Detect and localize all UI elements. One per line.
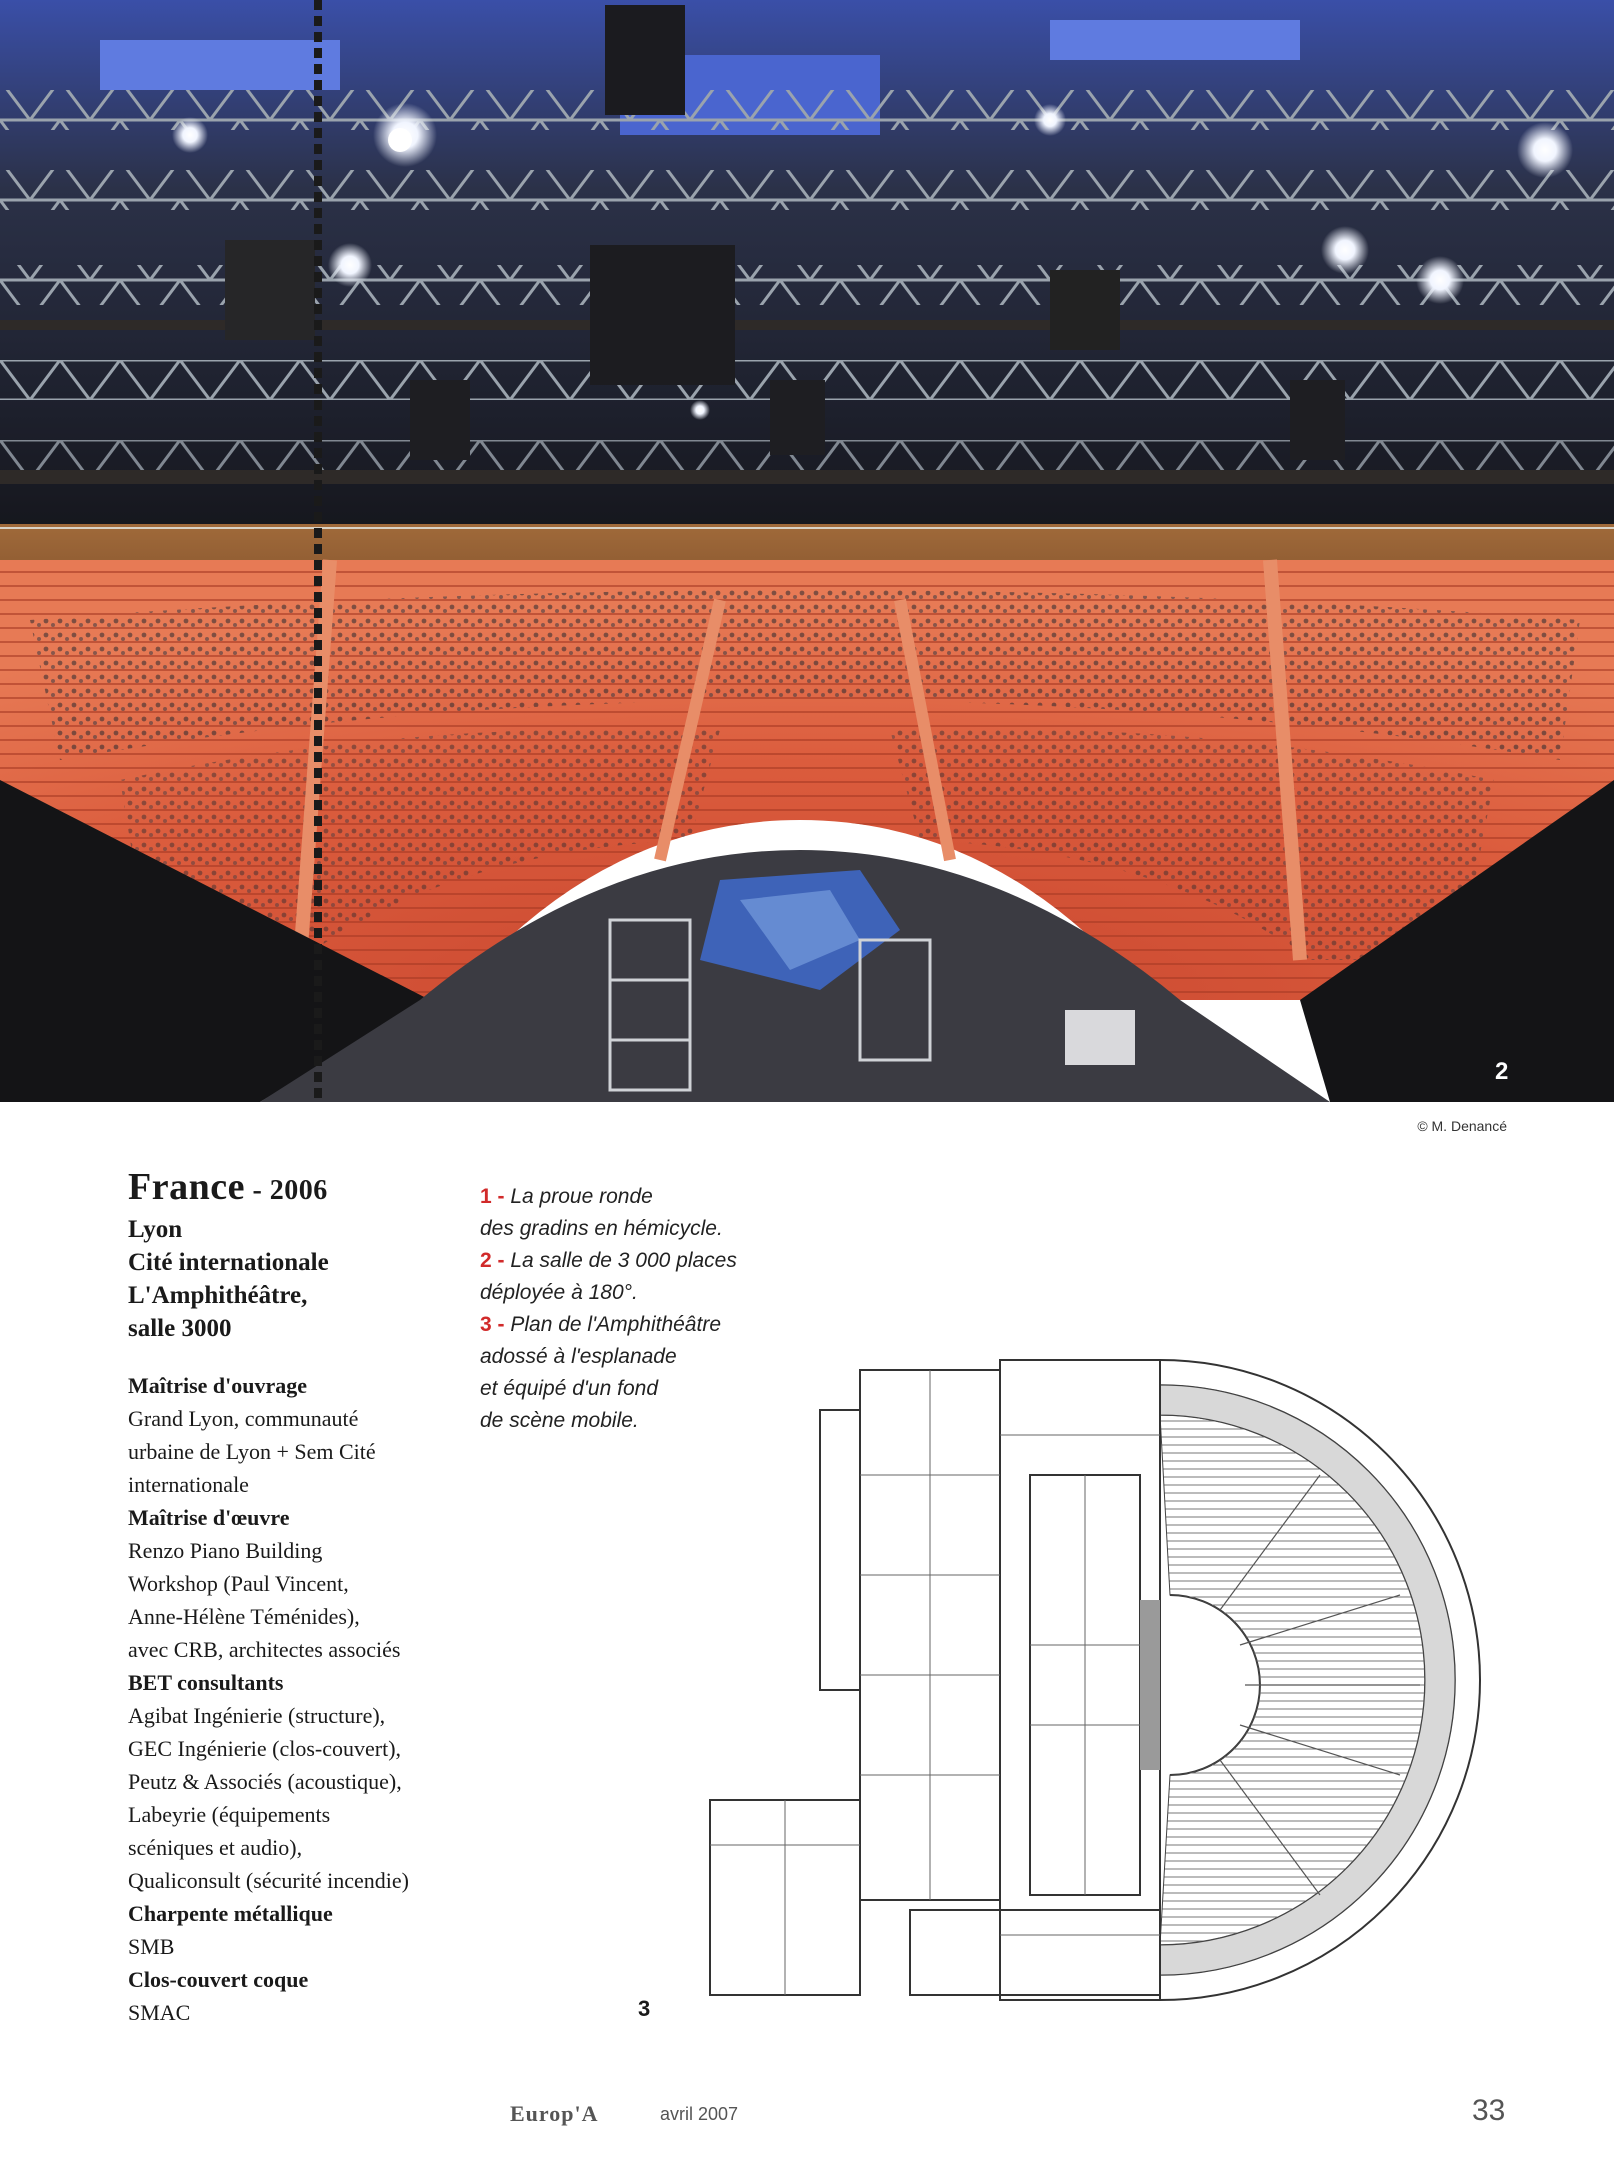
project-city: Lyon bbox=[128, 1216, 183, 1243]
project-name-line1: Cité internationale bbox=[128, 1249, 329, 1276]
caption-text: La proue ronde des gradins en hémicycle. bbox=[480, 1185, 723, 1240]
credits-list bbox=[128, 1369, 468, 2029]
credit-label: Maîtrise d'ouvrage bbox=[128, 1373, 308, 1398]
caption-number: 1 - bbox=[480, 1185, 505, 1208]
credit-label: Charpente métallique bbox=[128, 1901, 333, 1926]
credit-label: BET consultants bbox=[128, 1670, 284, 1695]
magazine-name: Europ'A bbox=[510, 2101, 599, 2126]
caption-item bbox=[480, 1181, 780, 1245]
credit-value: Renzo Piano Building Workshop (Paul Vincent, Anne-Hélène Téménides), avec CRB, architectes associés bbox=[128, 1538, 401, 1662]
project-title bbox=[128, 1165, 468, 1213]
title-separator: - bbox=[244, 1175, 270, 1206]
credit-label: Clos-couvert coque bbox=[128, 1967, 309, 1992]
photo-figure-number: 2 bbox=[1495, 1058, 1509, 1085]
credit-value: SMB bbox=[128, 1934, 175, 1959]
page-number: 33 bbox=[1472, 2094, 1506, 2127]
credit-value: Agibat Ingénierie (structure), GEC Ingénierie (clos-couvert), Peutz & Associés (acoustique), Labeyrie (équipements scéniques et audio), Qualiconsult (sécurité incendie) bbox=[128, 1703, 410, 1893]
issue-date: avril 2007 bbox=[660, 2104, 739, 2124]
caption-text: La salle de 3 000 places déployée à 180°. bbox=[480, 1249, 737, 1304]
credit-label: Maîtrise d'œuvre bbox=[128, 1505, 290, 1530]
caption-number: 3 - bbox=[480, 1313, 505, 1336]
project-name-line3: salle 3000 bbox=[128, 1315, 232, 1342]
project-name-line2: L'Amphithéâtre, bbox=[128, 1282, 308, 1309]
photo-credit: © M. Denancé bbox=[1417, 1118, 1507, 1134]
credit-value: Grand Lyon, communauté urbaine de Lyon + Sem Cité internationale bbox=[128, 1406, 376, 1497]
project-country: France bbox=[128, 1166, 245, 1208]
floor-plan-drawing bbox=[700, 1345, 1520, 2005]
credit-value: SMAC bbox=[128, 2000, 191, 2025]
plan-figure-number: 3 bbox=[638, 1996, 651, 2021]
caption-text: Plan de l'Amphithéâtre adossé à l'esplanade et équipé d'un fond de scène mobile. bbox=[480, 1313, 721, 1432]
project-info bbox=[128, 1165, 468, 2029]
caption-item bbox=[480, 1245, 780, 1309]
caption-number: 2 - bbox=[480, 1249, 505, 1272]
project-year: 2006 bbox=[269, 1175, 328, 1206]
